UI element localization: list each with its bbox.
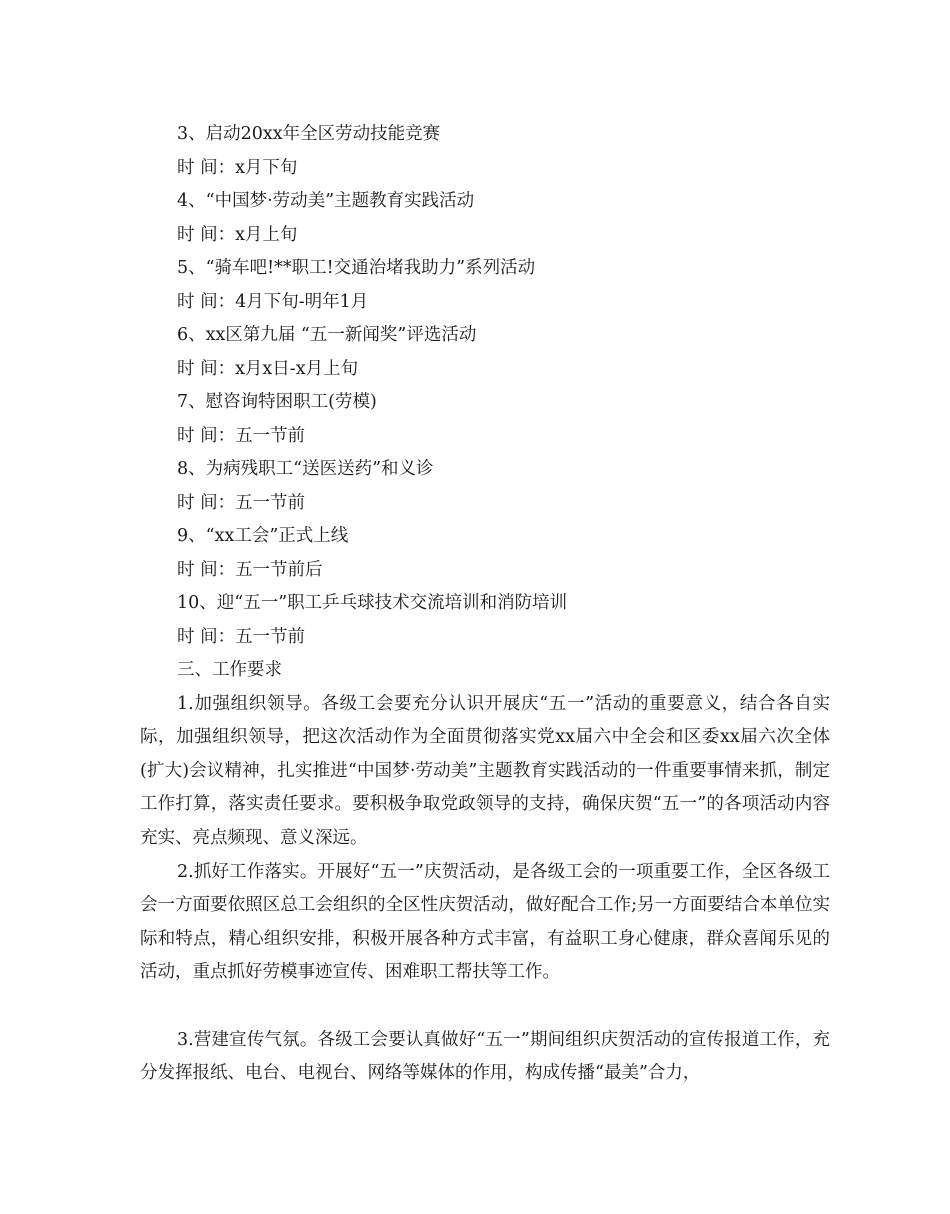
schedule-item-7: 7、慰咨询特困职工(劳模) <box>177 392 377 412</box>
schedule-time-9: 时 间：五一节前后 <box>177 560 323 580</box>
schedule-item-5: 5、“骑车吧!**职工!交通治堵我助力”系列活动 <box>177 258 536 278</box>
schedule-item-3: 3、启动20xx年全区劳动技能竞赛 <box>177 124 441 144</box>
schedule-time-6: 时 间：x月x日-x月上旬 <box>177 359 359 379</box>
schedule-time-7: 时 间：五一节前 <box>177 426 306 446</box>
schedule-time-10: 时 间：五一节前 <box>177 627 306 647</box>
schedule-item-8: 8、为病残职工“送医送药”和义诊 <box>177 459 434 479</box>
paragraph-organization: 1.加强组织领导。各级工会要充分认识开展庆“五一”活动的重要意义，结合各自实际，加强组织领导，把这次活动作为全面贯彻落实党xx届六中全会和区委xx届六次全体(扩大)会议精神，扎实推进“中国梦·劳动美”主题教育实践活动的一件重要事情来抓，制定工作打算，落实责任要求。要积极争取党政领导的支持，确保庆贺“五一”的各项活动内容充实、亮点频现、意义深远。 <box>140 694 830 848</box>
schedule-time-8: 时 间：五一节前 <box>177 493 306 513</box>
schedule-item-4: 4、“中国梦·劳动美”主题教育实践活动 <box>177 191 475 211</box>
schedule-item-10: 10、迎“五一”职工乒乓球技术交流培训和消防培训 <box>177 593 568 613</box>
schedule-time-4: 时 间：x月上旬 <box>177 225 298 245</box>
schedule-item-9: 9、“xx工会”正式上线 <box>177 526 349 546</box>
paragraph-publicity: 3.营建宣传气氛。各级工会要认真做好“五一”期间组织庆贺活动的宣传报道工作，充分发挥报纸、电台、电视台、网络等媒体的作用，构成传播“最美”合力， <box>140 1030 830 1084</box>
schedule-time-3: 时 间：x月下旬 <box>177 158 298 178</box>
paragraph-implementation: 2.抓好工作落实。开展好“五一”庆贺活动，是各级工会的一项重要工作，全区各级工会一方面要依照区总工会组织的全区性庆贺活动，做好配合工作;另一方面要结合本单位实际和特点，精心组织安排，积极开展各种方式丰富，有益职工身心健康，群众喜闻乐见的活动，重点抓好劳模事迹宣传、困难职工帮扶等工作。 <box>140 862 830 983</box>
schedule-item-6: 6、xx区第九届 “五一新闻奖”评选活动 <box>177 325 477 345</box>
section-heading: 三、工作要求 <box>177 660 282 680</box>
schedule-time-5: 时 间：4月下旬-明年1月 <box>177 292 369 312</box>
